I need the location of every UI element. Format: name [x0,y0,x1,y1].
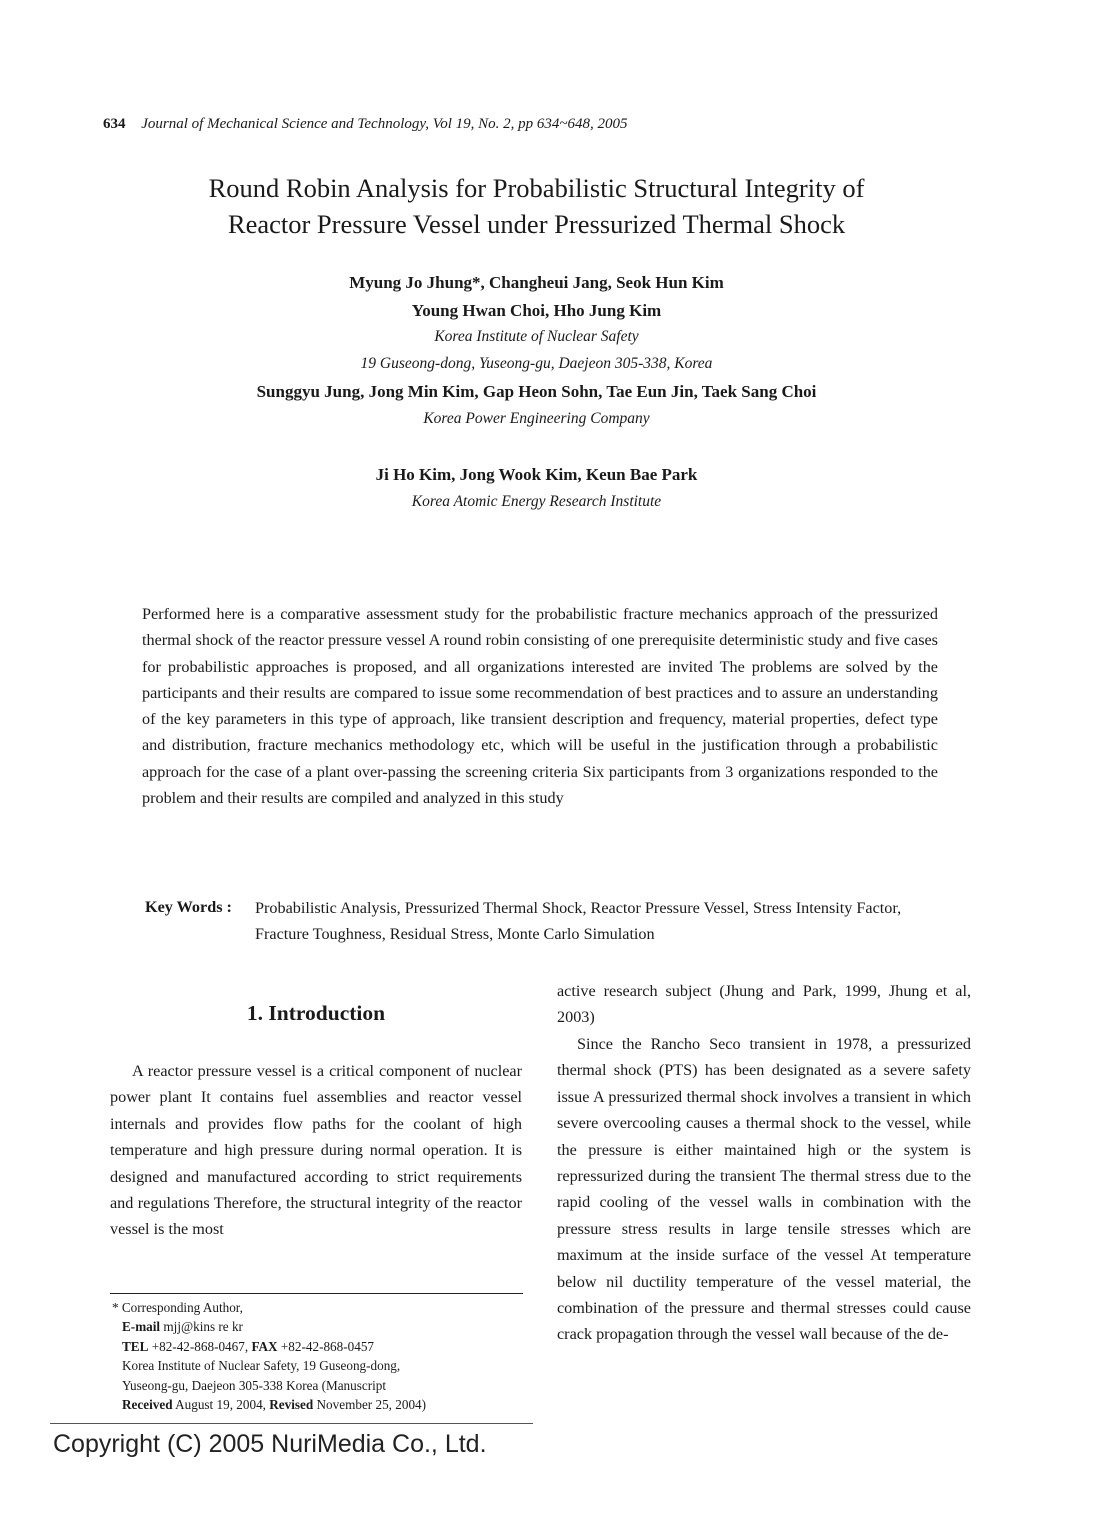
footnote-address-2: Yuseong-gu, Daejeon 305-338 Korea (Manuscript [122,1377,387,1393]
email-value: mjj@kins re kr [163,1319,243,1335]
author-line: Ji Ho Kim, Jong Wook Kim, Keun Bae Park [375,465,698,484]
fax-label: FAX [251,1338,278,1354]
footnote-dates [112,1395,524,1414]
tel-value: +82-42-868-0467, [151,1338,249,1354]
footnote-divider [110,1293,523,1294]
bottom-divider [50,1423,533,1424]
journal-citation: Journal of Mechanical Science and Technology, Vol 19, No. 2, pp 634~648, 2005 [141,116,628,132]
page-number: 634 [103,116,126,132]
affiliation-address: 19 Guseong-dong, Yuseong-gu, Daejeon 305-338, Korea [360,355,713,372]
paper-title [60,170,1013,242]
copyright-notice: Copyright (C) 2005 NuriMedia Co., Ltd. [53,1430,487,1458]
author-line: Sunggyu Jung, Jong Min Kim, Gap Heon Sohn, Tae Eun Jin, Taek Sang Choi [256,382,817,401]
running-head [103,116,628,133]
author-line: Young Hwan Choi, Hho Jung Kim [411,301,662,320]
section-heading: 1. Introduction [246,1001,386,1025]
revised-date: November 25, 2004) [316,1397,427,1413]
footnote-address-1: Korea Institute of Nuclear Safety, 19 Guseong-dong, [122,1358,401,1374]
revised-label: Revised [269,1397,314,1413]
footnote [112,1298,524,1414]
footnote-corresponding: * Corresponding Author, [112,1300,243,1315]
footnote-phone-line [112,1337,524,1356]
intro-paragraph-right: Since the Rancho Seco transient in 1978, a pressurized thermal shock (PTS) has been designated as a severe safety issue A pressurized thermal shock involves a transient in which severe overcooling causes a thermal shock to the vessel, while the pressure is either maintained high or the system is repressurized during the transient The thermal stress due to the rapid cooling of the vessel walls in combination with the pressure stress results in large tensile stresses which are maximum at the inside surface of the vessel At temperature below nil ductility temperature of the vessel material, the combination of the pressure and thermal stresses could cause crack propagation through the vessel wall because of the de- [557,1035,971,1344]
affiliation: Korea Power Engineering Company [423,410,650,427]
title-line-1: Round Robin Analysis for Probabilistic Structural Integrity of [208,173,865,203]
intro-paragraph-left: A reactor pressure vessel is a critical component of nuclear power plant It contains fuel assemblies and reactor vessel internals and provides flow paths for the coolant of high temperature and high pressure during normal operation. It is designed and manufactured according to strict requirements and regulations Therefore, the structural integrity of the reactor vessel is the most [110,1062,522,1239]
affiliation: Korea Atomic Energy Research Institute [411,493,662,510]
tel-label: TEL [122,1338,149,1354]
received-date: August 19, 2004, [175,1397,266,1413]
affiliation: Korea Institute of Nuclear Safety [434,328,639,345]
abstract: Performed here is a comparative assessment study for the probabilistic fracture mechanics approach of the pressurized thermal shock of the reactor pressure vessel A round robin consisting of one prerequisite deterministic study and five cases for probabilistic approaches is proposed, and all organizations interested are invited The problems are solved by the participants and their results are compared to issue some recommendation of best practices and to assure an understanding of the key parameters in this type of approach, like transient description and frequency, material properties, defect type and distribution, fracture mechanics methodology etc, which will be useful in the justification through a probabilistic approach for the case of a plant over-passing the screening criteria Six participants from 3 organizations responded to the problem and their results are compiled and analyzed in this study [142,605,938,808]
keywords-text: Probabilistic Analysis, Pressurized Thermal Shock, Reactor Pressure Vessel, Stress Intensity Factor, Fracture Toughness, Residual Stress, Monte Carlo Simulation [255,899,902,943]
fax-value: +82-42-868-0457 [280,1338,375,1354]
keywords-label: Key Words : [145,898,232,916]
author-line: Myung Jo Jhung*, Changheui Jang, Seok Hun Kim [349,273,724,292]
email-label: E-mail [122,1319,161,1335]
footnote-email-line [112,1317,524,1336]
intro-paragraph-right-continued: active research subject (Jhung and Park, 1999, Jhung et al, 2003) [557,982,971,1027]
received-label: Received [122,1397,173,1413]
title-line-2: Reactor Pressure Vessel under Pressurized Thermal Shock [227,209,846,239]
